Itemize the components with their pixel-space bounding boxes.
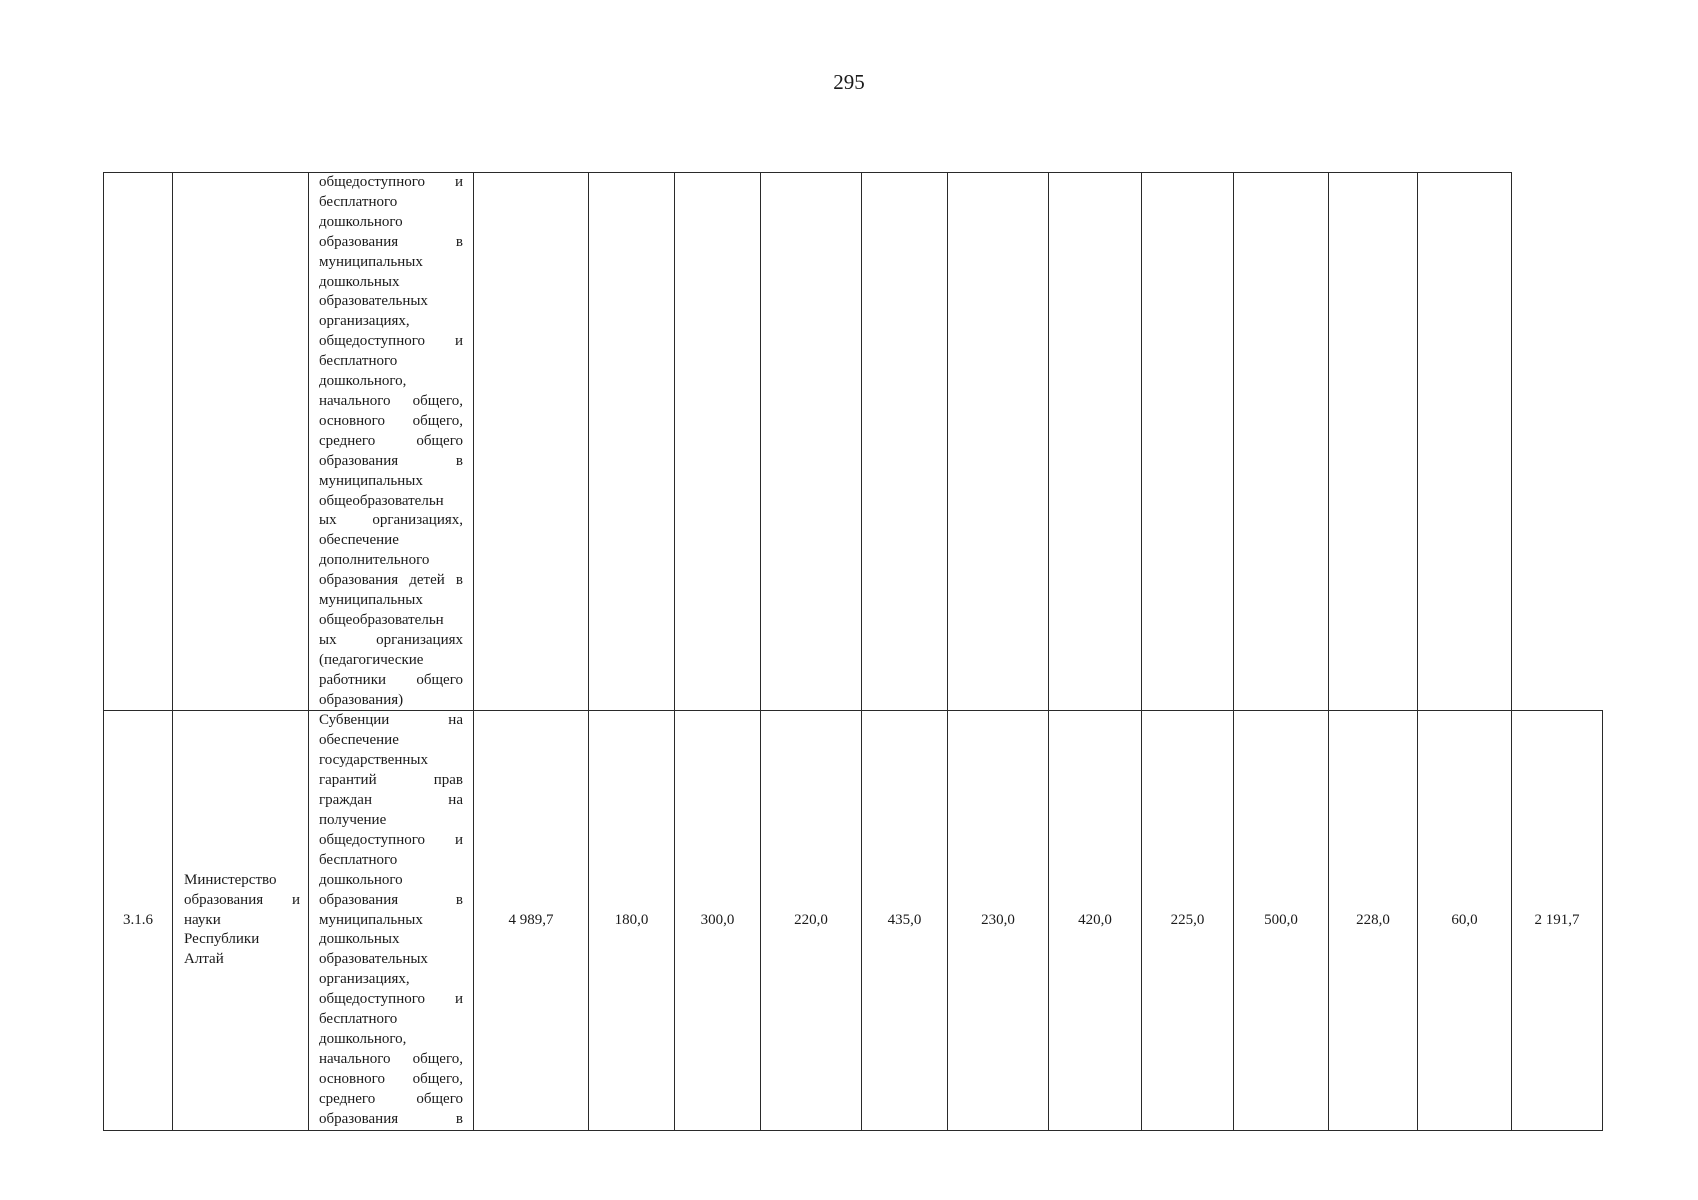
text-line: среднего общего [319,1090,463,1107]
text-line: обеспечение [319,732,399,749]
organization-cell [173,711,309,1130]
value-cell-total: 4 989,7 [474,711,589,1130]
text-line: образования детей в [319,572,463,589]
text-line: основного общего, [319,1070,463,1087]
text-line: общедоступного и [319,333,463,350]
text-line: дошкольного [319,871,403,888]
text-line: образовательных [319,951,428,968]
text-line: общедоступного и [319,991,463,1008]
value-cell: 60,0 [1418,711,1512,1130]
text-line: среднего общего [319,432,463,449]
value-cell: 220,0 [761,711,862,1130]
text-line: Республики [184,931,260,948]
text-line: бесплатного [319,353,398,370]
text-line: бесплатного [319,193,398,210]
text-line: науки [184,911,221,928]
text-line: ых организациях, [319,512,463,529]
value-cell: 230,0 [948,711,1049,1130]
text-line: образования и [184,891,300,908]
description-cell [309,173,474,711]
value-cell [1418,173,1512,711]
table-row-continued [104,173,1603,711]
organization-cell [173,173,309,711]
text-line: дошкольных [319,931,400,948]
text-line: общеобразовательн [319,611,444,628]
text-line: ых организациях [319,631,463,648]
text-line: общедоступного и [319,174,463,190]
value-cell [1142,173,1234,711]
text-line: организациях, [319,971,410,988]
text-line: образовательных [319,293,428,310]
text-line: дополнительного [319,552,430,569]
value-cell [761,173,862,711]
value-cell [862,173,948,711]
value-cell: 420,0 [1049,711,1142,1130]
text-line: дошкольных [319,273,400,290]
value-cell [1329,173,1418,711]
text-line: граждан на [319,792,463,809]
text-line: бесплатного [319,1011,398,1028]
text-line: обеспечение [319,532,399,549]
value-cell [1049,173,1142,711]
text-line: муниципальных [319,472,423,489]
text-line: Министерство [184,871,277,888]
text-line: дошкольного [319,213,403,230]
text-line: государственных [319,752,428,769]
value-cell [474,173,589,711]
text-line: дошкольного, [319,373,407,390]
text-line: дошкольного, [319,1030,407,1047]
text-line: Субвенции на [319,712,463,729]
text-line: получение [319,812,387,828]
value-cell [948,173,1049,711]
budget-table [103,172,1603,1131]
text-line: Алтай [184,951,224,968]
value-cell: 228,0 [1329,711,1418,1130]
value-cell [589,173,675,711]
value-cell [1234,173,1329,711]
value-cell [675,173,761,711]
text-line: (педагогические [319,651,424,668]
description-cell [309,711,474,1130]
text-line: общеобразовательн [319,492,444,509]
text-line: муниципальных [319,253,423,270]
text-line: образования в [319,891,463,908]
item-number: 3.1.6 [104,711,173,1130]
text-line: основного общего, [319,412,463,429]
text-line: муниципальных [319,911,423,928]
text-line: начального общего, [319,1050,463,1067]
text-line: бесплатного [319,851,398,868]
value-cell: 225,0 [1142,711,1234,1130]
page-number: 295 [833,70,865,94]
text-line: общедоступного и [319,831,463,848]
value-cell: 435,0 [862,711,948,1130]
text-line: работники общего [319,671,463,688]
text-line: муниципальных [319,592,423,609]
text-line: образования в [319,1110,463,1127]
value-cell: 500,0 [1234,711,1329,1130]
text-line: организациях, [319,313,410,330]
text-line: образования в [319,233,463,250]
value-cell: 300,0 [675,711,761,1130]
text-line: образования) [319,691,404,708]
value-cell: 2 191,7 [1512,711,1603,1130]
number-cell [104,173,173,711]
text-line: начального общего, [319,392,463,409]
table-row-item [104,711,1603,1130]
text-line: образования в [319,452,463,469]
value-cell: 180,0 [589,711,675,1130]
text-line: гарантий прав [319,772,463,789]
